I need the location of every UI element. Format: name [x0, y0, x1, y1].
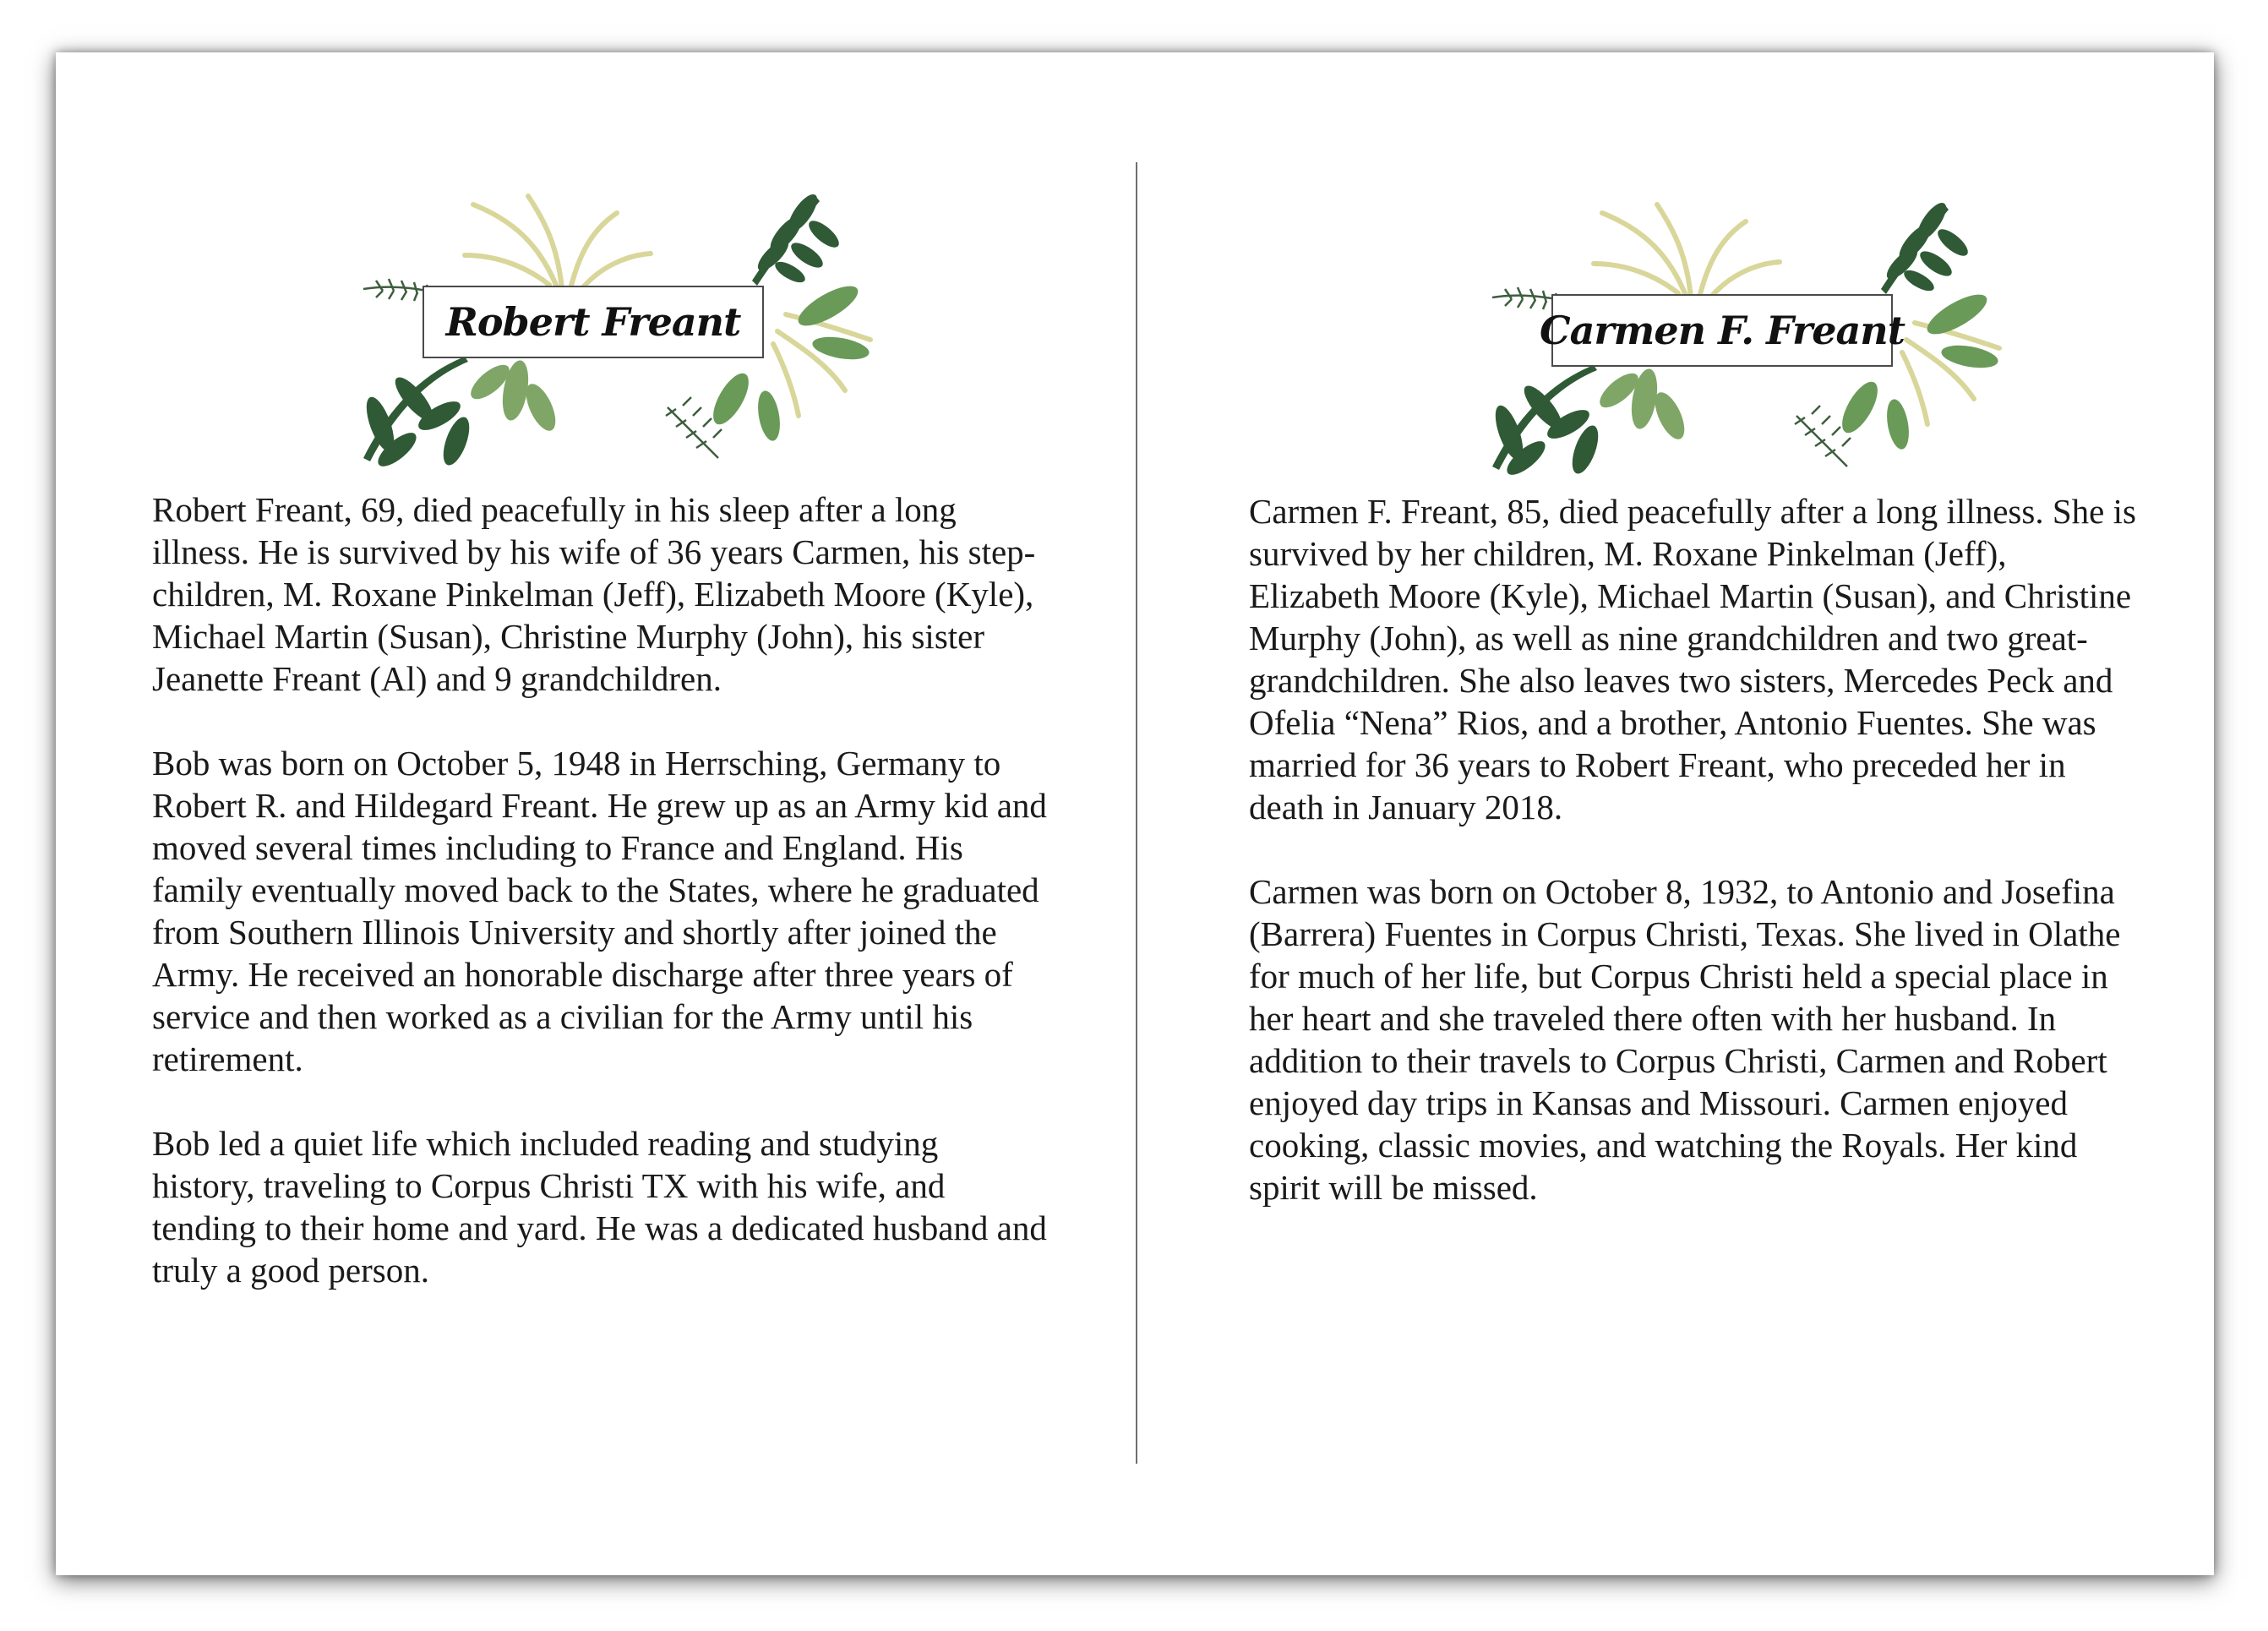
- document-page: [56, 52, 2214, 1575]
- left-obituary-text: [152, 488, 1048, 1334]
- right-name-banner: [1475, 196, 2016, 475]
- left-nameplate: [423, 286, 764, 358]
- left-paragraph-3: Bob led a quiet life which included reading and studying history, traveling to Corpus Christi TX with his wife, and tending to their home and yard. He was a dedicated husband and truly a good person.: [152, 1124, 1047, 1290]
- left-paragraph-2: Bob was born on October 5, 1948 in Herrsching, Germany to Robert R. and Hildegard Freant. He grew up as an Army kid and moved several times including to France and England. His family eventually moved back to the States, where he graduated from Southern Illinois University and shortly after joined the Army. He received an honorable discharge after three years of service and then worked as a civilian for the Army until his retirement.: [152, 744, 1047, 1078]
- left-name-title: Robert Freant: [445, 299, 741, 345]
- column-divider: [1136, 162, 1137, 1464]
- left-paragraph-1: Robert Freant, 69, died peacefully in his sleep after a long illness. He is survived by his wife of 36 years Carmen, his step-children, M. Roxane Pinkelman (Jeff), Elizabeth Moore (Kyle), Michael Martin (Susan), Christine Murphy (John), his sister Jeanette Freant (Al) and 9 grandchildren.: [152, 490, 1036, 698]
- right-obituary-text: [1249, 490, 2145, 1251]
- right-paragraph-2: Carmen was born on October 8, 1932, to Antonio and Josefina (Barrera) Fuentes in Corpus Christi, Texas. She lived in Olathe for much of her life, but Corpus Christi held a special place in her heart and she traveled there often with her husband. In addition to their travels to Corpus Christi, Carmen and Robert enjoyed day trips in Kansas and Missouri. Carmen enjoyed cooking, classic movies, and watching the Royals. Her kind spirit will be missed.: [1249, 872, 2121, 1207]
- right-name-title: Carmen F. Freant: [1540, 308, 1905, 353]
- right-nameplate: [1540, 294, 1905, 367]
- left-name-banner: [346, 188, 887, 466]
- right-paragraph-1: Carmen F. Freant, 85, died peacefully after a long illness. She is survived by her children, M. Roxane Pinkelman (Jeff), Elizabeth Moore (Kyle), Michael Martin (Susan), and Christine Murphy (John), as well as nine grandchildren and two great-grandchildren. She also leaves two sisters, Mercedes Peck and Ofelia “Nena” Rios, and a brother, Antonio Fuentes. She was married for 36 years to Robert Freant, who preceded her in death in January 2018.: [1249, 492, 2136, 826]
